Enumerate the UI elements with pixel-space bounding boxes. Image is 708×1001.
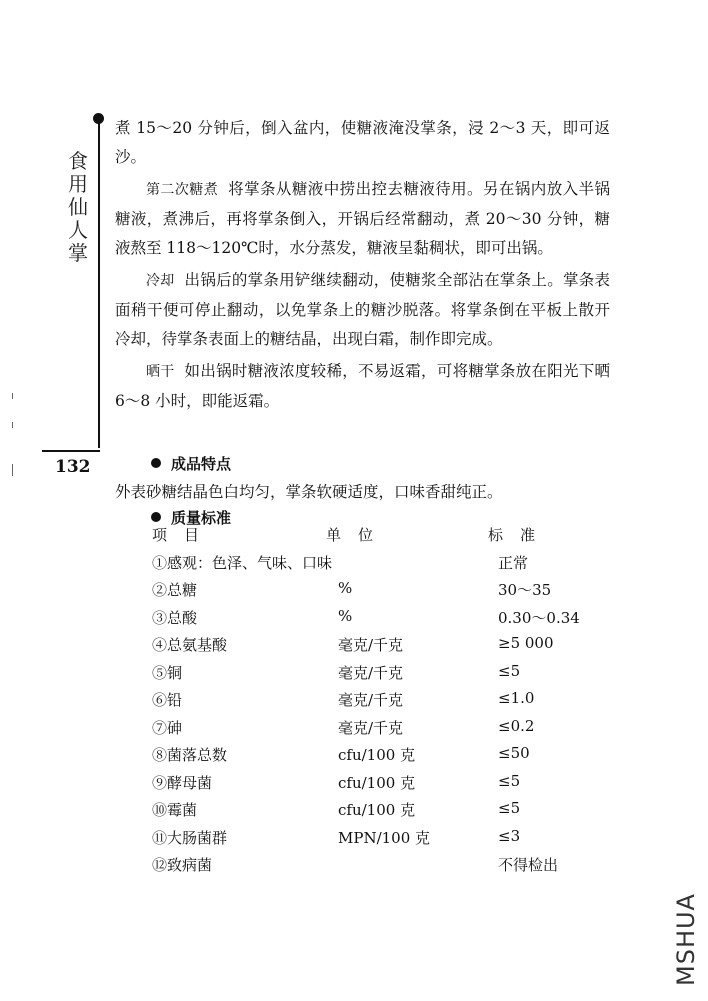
- item-cell: ⑦砷: [152, 718, 183, 737]
- bullet-icon: [151, 458, 161, 468]
- unit-cell: %: [338, 606, 353, 625]
- standard-cell: ≤50: [498, 744, 530, 762]
- table-row: [150, 579, 610, 607]
- table-row: [150, 689, 610, 717]
- item-cell: ⑩霉菌: [152, 801, 198, 819]
- standard-cell: 30～35: [498, 581, 552, 599]
- standard-cell: ≤0.2: [498, 716, 535, 735]
- paragraph: 煮 15～20 分钟后，倒入盆内，使糖液淹没掌条，浸 2～3 天，即可返沙。: [115, 119, 610, 166]
- paragraph: [115, 266, 610, 354]
- paragraph-text: 出锅后的掌条用铲继续翻动，使糖浆全部沾在掌条上。掌条表面稍干便可停止翻动，以免掌条上的糖沙脱落。将掌条倒在平板上散开冷却，待掌条表面上的糖结晶，出现白霜，制作即完成。: [115, 271, 610, 348]
- column-header: 项 目: [152, 526, 201, 544]
- step-keyword: 第二次糖煮: [146, 182, 219, 198]
- bullet-icon: [151, 512, 161, 522]
- unit-cell: cfu/100 克: [338, 801, 416, 819]
- standard-cell: 0.30～0.34: [498, 608, 580, 627]
- paragraph-text: 如出锅时糖液浓度较稀，不易返霜，可将糖掌条放在阳光下晒 6～8 小时，即能返霜。: [115, 362, 610, 410]
- standard-cell: 正常: [498, 553, 529, 572]
- unit-cell: cfu/100 克: [338, 746, 416, 764]
- column-header: 单 位: [326, 526, 375, 544]
- standard-cell: 不得检出: [498, 856, 559, 874]
- unit-cell: 毫克/千克: [338, 636, 404, 654]
- table-header: [150, 524, 610, 552]
- margin-rule: [98, 118, 100, 448]
- table-row: [150, 772, 610, 800]
- unit-cell: MPN/100 克: [338, 828, 431, 847]
- product-features-text: 外表砂糖结晶色白均匀，掌条软硬适度，口味香甜纯正。: [115, 483, 503, 501]
- table-row: [150, 634, 610, 662]
- item-cell: ①感观：色泽、气味、口味: [152, 553, 333, 572]
- standard-cell: ≤5: [498, 661, 521, 680]
- table-row: [150, 552, 610, 580]
- unit-cell: cfu/100 克: [338, 773, 416, 792]
- body-text: [115, 114, 610, 419]
- table-row: [150, 662, 610, 690]
- item-cell: ⑧菌落总数: [152, 746, 228, 764]
- step-keyword: 冷却: [146, 273, 175, 289]
- running-title: 食用仙人掌: [68, 149, 88, 265]
- standard-cell: ≥5 000: [498, 634, 554, 652]
- table-row: [150, 827, 610, 855]
- paragraph: [115, 357, 610, 416]
- section-heading-text: 成品特点: [171, 455, 232, 473]
- item-cell: ⑪大肠菌群: [152, 828, 228, 847]
- watermark: MSHUA: [672, 893, 700, 987]
- item-cell: ⑨酵母菌: [152, 773, 213, 792]
- section-heading-text: 质量标准: [171, 509, 232, 527]
- table-row: [150, 607, 610, 635]
- unit-cell: 毫克/千克: [338, 663, 404, 682]
- standard-cell: ≤1.0: [498, 689, 535, 707]
- item-cell: ③总酸: [152, 608, 198, 627]
- page-number: 132: [55, 457, 91, 477]
- unit-cell: %: [338, 579, 353, 597]
- column-header: 标 准: [488, 526, 537, 544]
- table-row: [150, 799, 610, 827]
- standard-cell: ≤5: [498, 771, 521, 790]
- unit-cell: 毫克/千克: [338, 691, 404, 709]
- scan-mark: [12, 393, 13, 399]
- standard-cell: ≤5: [498, 799, 521, 817]
- item-cell: ④总氨基酸: [152, 636, 228, 654]
- table-row: [150, 854, 610, 882]
- item-cell: ⑤铜: [152, 663, 183, 682]
- paragraph: [115, 175, 610, 263]
- paragraph-text: 将掌条从糖液中捞出控去糖液待用。另在锅内放入半锅糖液，煮沸后，再将掌条倒入，开锅后经常翻动，煮 20～30 分钟，糖液熬至 118～120℃时，水分蒸发，糖液呈黏稠状，即可出锅。: [115, 180, 610, 257]
- scan-mark: [12, 422, 13, 428]
- unit-cell: 毫克/千克: [338, 718, 404, 737]
- section-heading: [151, 453, 231, 474]
- item-cell: ⑫致病菌: [152, 856, 213, 874]
- standard-cell: ≤3: [498, 826, 521, 845]
- item-cell: ⑥铅: [152, 691, 183, 709]
- page-number-rule: [42, 450, 100, 452]
- step-keyword: 晒干: [146, 364, 175, 380]
- table-row: [150, 717, 610, 745]
- quality-table: [150, 524, 610, 882]
- item-cell: ②总糖: [152, 581, 198, 599]
- scan-mark: [12, 464, 13, 476]
- table-row: [150, 744, 610, 772]
